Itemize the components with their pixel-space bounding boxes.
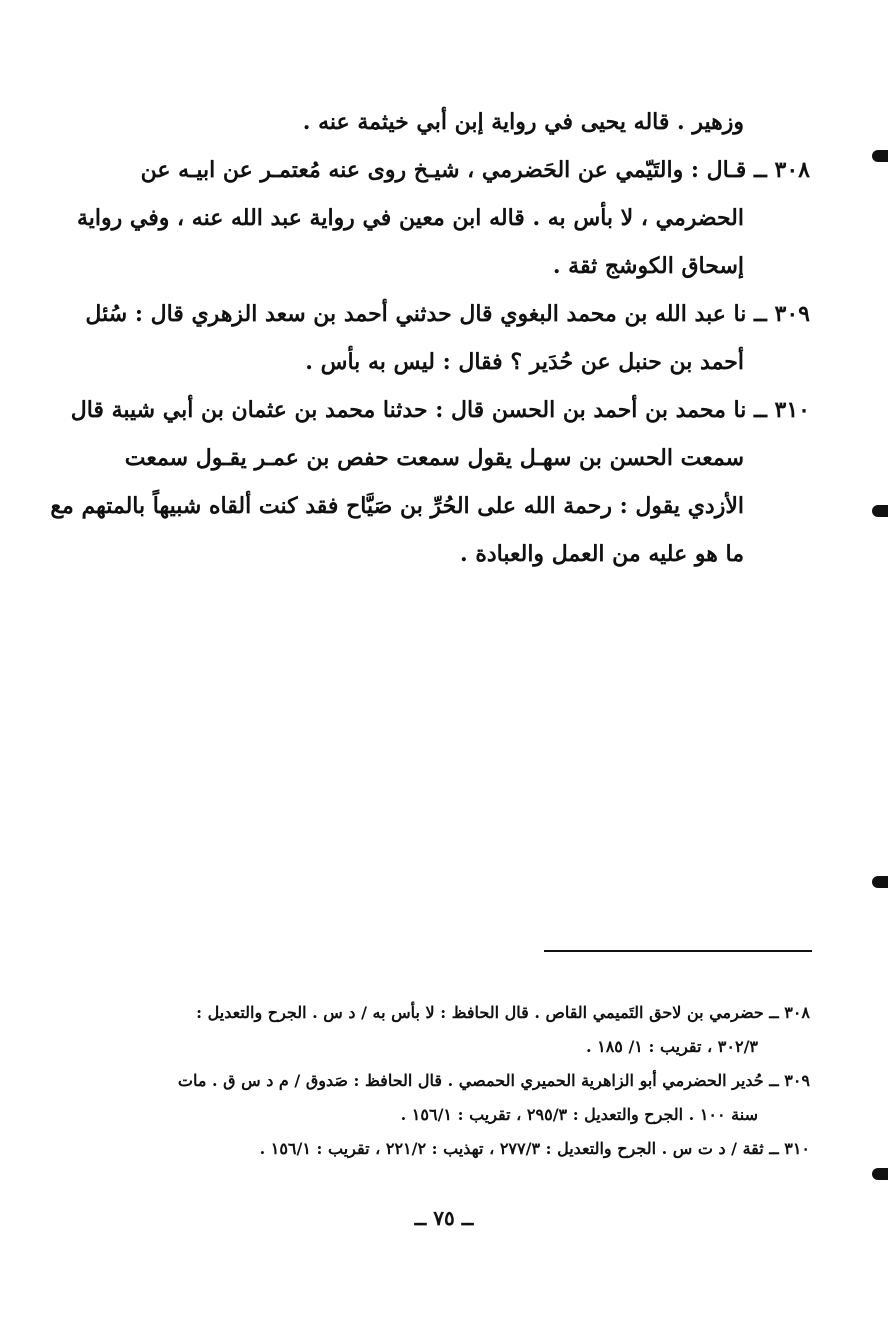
footnote-309-line-1: ٣٠٩ ــ حُدير الحضرمي أبو الزاهرية الحميري الحمصي . قال الحافظ : صَدوق / م د س ق . مات bbox=[177, 1071, 810, 1090]
entry-308-line-1: ٣٠٨ ــ قـال : والتَيّمي عن الحَضرمي ، شيـخ روى عنه مُعتمـر عن ابيـه عن bbox=[140, 157, 810, 183]
binding-edge-mark bbox=[872, 150, 888, 162]
footnote-separator-rule bbox=[544, 950, 812, 952]
main-text-body bbox=[50, 98, 810, 578]
binding-edge-mark bbox=[872, 505, 888, 517]
entry-309-line-2: أحمد بن حنبل عن حُدَير ؟ فقال : ليس به بأس . bbox=[305, 349, 744, 375]
entry-310-line-1: ٣١٠ ــ نا محمد بن أحمد بن الحسن قال : حدثنا محمد بن عثمان بن أبي شيبة قال bbox=[70, 397, 810, 423]
footnote-308-line-1: ٣٠٨ ــ حضرمي بن لاحق التَميمي القاص . قال الحافظ : لا بأس به / د س . الجرح والتعديل : bbox=[196, 1003, 810, 1022]
binding-edge-mark bbox=[872, 876, 888, 888]
intro-line: وزهير . قاله يحيى في رواية إبن أبي خيثمة عنه . bbox=[302, 109, 744, 135]
footnote-308-line-2: ٣٠٢/٣ ، تقريب : ١/ ١٨٥ . bbox=[585, 1037, 758, 1056]
entry-309-line-1: ٣٠٩ ــ نا عبد الله بن محمد البغوي قال حدثني أحمد بن سعد الزهري قال : سُئل bbox=[85, 301, 810, 327]
binding-edge-mark bbox=[872, 1168, 888, 1180]
footnote-309-line-2: سنة ١٠٠ . الجرح والتعديل : ٢٩٥/٣ ، تقريب : ١٥٦/١ . bbox=[400, 1105, 758, 1124]
page-number: ــ ٧٥ ــ bbox=[414, 1206, 474, 1230]
entry-310-line-3: الأزدي يقول : رحمة الله على الحُرِّ بن صَيَّاح فقد كنت ألقاه شبيهاً بالمتهم مع bbox=[50, 493, 744, 519]
footnotes-section bbox=[125, 996, 810, 1166]
entry-308-line-2: الحضرمي ، لا بأس به . قاله ابن معين في رواية عبد الله عنه ، وفي رواية bbox=[76, 205, 744, 231]
entry-310-line-4: ما هو عليه من العمل والعبادة . bbox=[460, 541, 744, 567]
entry-310-line-2: سمعت الحسن بن سهـل يقول سمعت حفص بن عمـر يقـول سمعت bbox=[124, 445, 744, 471]
footnote-310-line-1: ٣١٠ ــ ثقة / د ت س . الجرح والتعديل : ٢٧٧/٣ ، تهذيب : ٢٢١/٢ ، تقريب : ١٥٦/١ . bbox=[259, 1139, 810, 1158]
entry-308-line-3: إسحاق الكوشج ثقة . bbox=[552, 253, 744, 279]
